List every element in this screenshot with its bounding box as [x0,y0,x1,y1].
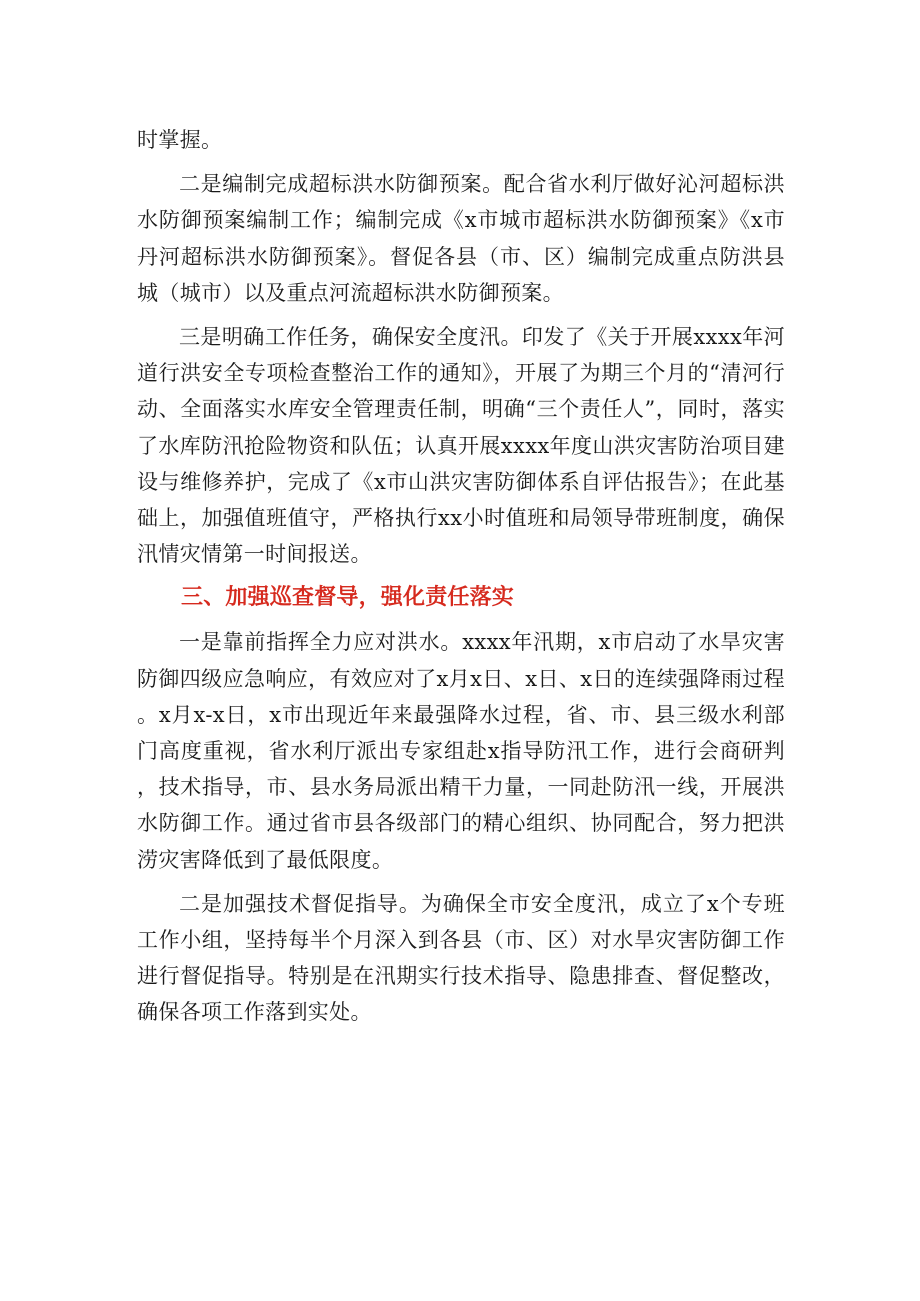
paragraph-flood-plan: 二是编制完成超标洪水防御预案。配合省水利厅做好沁河超标洪水防御预案编制工作；编制完成《x市城市超标洪水防御预案》《x市丹河超标洪水防御预案》。督促各县（市、区）编制完成重点防洪县城（城市）以及重点河流超标洪水防御预案。 [137,172,785,305]
paragraph-work-tasks: 三是明确工作任务，确保安全度汛。印发了《关于开展xxxx年河道行洪安全专项检查整治工作的通知》，开展了为期三个月的“清河行动、全面落实水库安全管理责任制，明确“三个责任人”，同时，落实了水库防汛抢险物资和队伍；认真开展xxxx年度山洪灾害防治项目建设与维修养护，完成了《x市山洪灾害防御体系自评估报告》；在此基础上，加强值班值守，严格执行xx小时值班和局领导带班制度，确保汛情灾情第一时间报送。 [137,325,785,567]
paragraph-continuation: 时掌握。 [137,128,223,152]
paragraph-command-response: 一是靠前指挥全力应对洪水。xxxx年汛期，x市启动了水旱灾害防御四级应急响应，有效应对了x月x日、x日、x日的连续强降雨过程。x月x-x日，x市出现近年来最强降水过程，省、市、县三级水利部门高度重视，省水利厅派出专家组赴x指导防汛工作，进行会商研判，技术指导，市、县水务局派出精干力量，一同赴防汛一线，开展洪水防御工作。通过省市县各级部门的精心组织、协同配合，努力把洪涝灾害降低到了最低限度。 [137,630,785,872]
section-heading: 三、加强巡查督导，强化责任落实 [181,585,515,611]
paragraph-technical-guidance: 二是加强技术督促指导。为确保全市安全度汛，成立了x个专班工作小组，坚持每半个月深入到各县（市、区）对水旱灾害防御工作进行督促指导。特别是在汛期实行技术指导、隐患排查、督促整改，确保各项工作落到实处。 [137,891,785,1025]
document-body [137,122,785,1031]
